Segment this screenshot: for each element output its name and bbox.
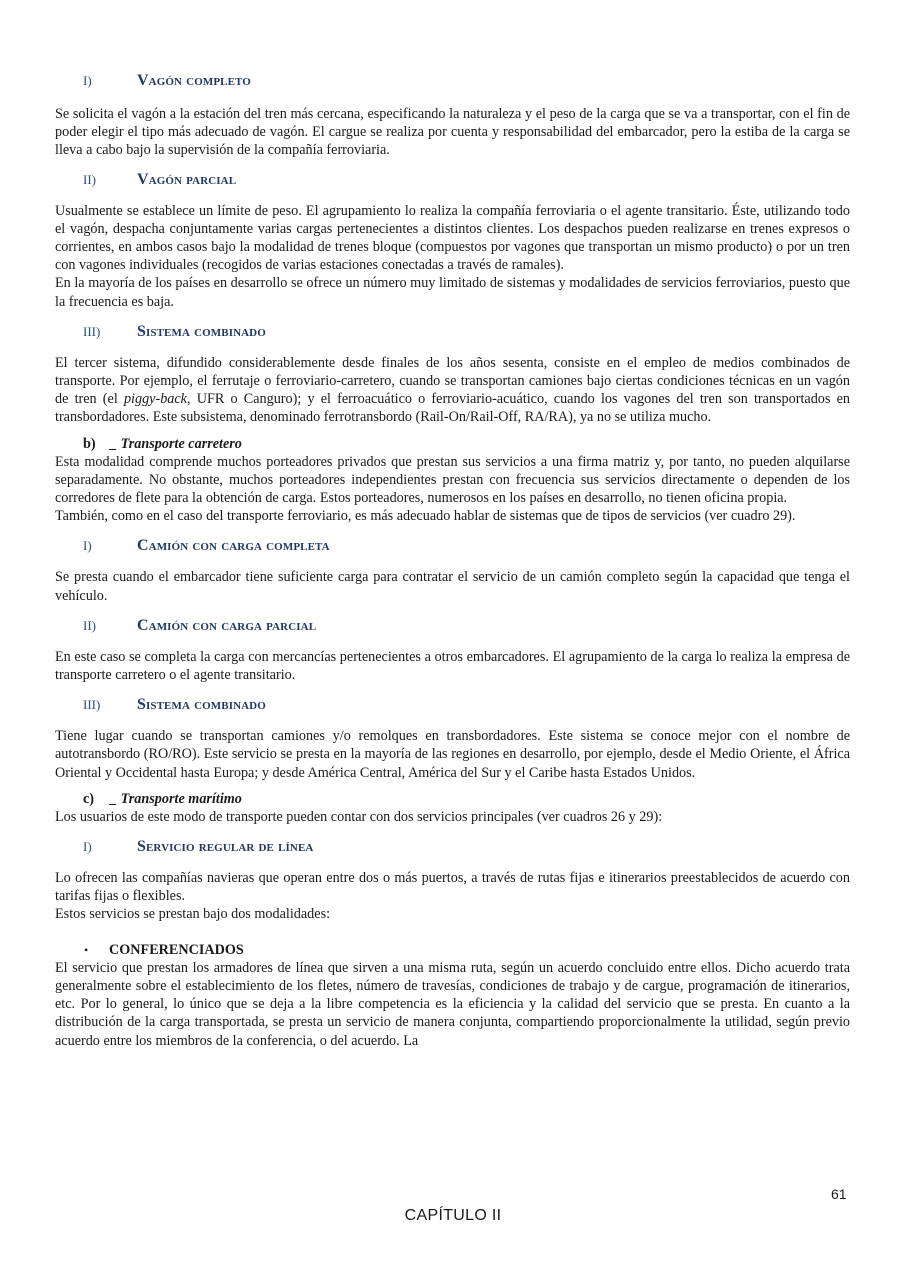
bullet-icon: • [84,942,89,957]
paragraph: En la mayoría de los países en desarrollo se ofrece un número muy limitado de sistemas y modalidades de servicios ferroviarios, puesto que la frecuencia es baja. [55,275,850,310]
paragraph: Tiene lugar cuando se transportan camiones y/o remolques en transbordadores. Este sistema se conoce mejor con el nombre de autotransbordo (RO/RO). Este servicio se presta en la mayoría de las regiones en desarrollo, por ejemplo, desde el Medio Oriente, el África Oriental y Occidental hasta Europa; y desde América Central, América del Sur y el Caribe hasta Estados Unidos. [55,728,850,781]
section-number: II) [83,171,96,187]
document-page [55,72,850,1050]
paragraph: Los usuarios de este modo de transporte pueden contar con dos servicios principales (ver cuadros 26 y 29): [55,808,663,825]
paragraph-text: El tercer sistema, difundido considerablemente desde finales de los años sesenta, consiste en el empleo de medios combinados de transporte. Por ejemplo, el ferrutaje o ferroviario-carretero, cuando se transportan camiones bajo ciertas condiciones técnicas en un vagón de tren (el [55,354,850,408]
paragraph: El servicio que prestan los armadores de línea que sirven a una misma ruta, según un acuerdo concluido entre ellos. Dicho acuerdo trata generalmente sobre el establecimiento de los fletes, número de travesías, condiciones de trabajo y de cargue, programación de itinerarios, etc. Por lo general, lo único que se deja a la libre competencia es la eficiencia y la calidad del servicio que se presta. En cuanto a la distribución de la carga transportada, se presta un servicio de manera conjunta, compartiendo proporcionalmente la utilidad, según previo acuerdo entre los miembros de la conferencia, o del acuerdo. La [55,959,850,1049]
subsection-title: _ Transporte carretero [110,435,242,452]
section-number: I) [83,538,92,554]
bullet-item [55,941,850,959]
paragraph: Lo ofrecen las compañías navieras que operan entre dos o más puertos, a través de rutas fijas e itinerarios preestablecidos de acuerdo con tarifas fijas o flexibles. [55,870,850,905]
paragraph: En este caso se completa la carga con mercancías pertenecientes a otros embarcadores. El agrupamiento de la carga lo realiza la empresa de transporte carretero o el agente transitario. [55,648,850,684]
paragraph-text: , UFR o Canguro); y el ferroacuático o ferroviario-acuático, cuando los vagones del tren son transportados en transbordadores. Este subsistema, denominado ferrotransbordo (Rail-On/Rail-Off, RA/RA), ya no se utiliza mucho. [55,391,850,426]
section-number: II) [83,617,96,633]
paragraph: También, como en el caso del transporte ferroviario, es más adecuado hablar de sistemas que de tipos de servicios (ver cuadro 29). [55,508,796,525]
paragraph: Usualmente se establece un límite de peso. El agrupamiento lo realiza la compañía ferroviaria o el agente transitario. Éste, utilizando todo el vagón, despacha conjuntamente varias cargas pertenecientes a distintos clientes. Los despachos pueden realizarse en trenes expresos o corrientes, en ambos casos bajo la modalidad de trenes bloque (compuestos por vagones que transportan un mismo producto) o por un tren con vagones individuales (recogidos de varias estaciones conectadas a través de ramales). [55,202,850,274]
section-title: Servicio regular de línea [137,838,314,856]
paragraph: Estos servicios se prestan bajo dos modalidades: [55,906,331,923]
section-title: Camión con carga completa [137,537,330,555]
section-number: I) [83,839,92,855]
section-title: Sistema combinado [137,322,266,340]
section-number: III) [83,697,101,713]
section-number: III) [83,323,101,339]
section-number: I) [83,73,92,88]
subsection-heading [55,790,850,808]
paragraph [55,354,850,427]
section-title: Camión con carga parcial [137,616,317,634]
section-heading [55,171,850,189]
subsection-heading [55,435,850,453]
section-heading [55,537,850,555]
paragraph: Se solicita el vagón a la estación del tren más cercana, especificando la naturaleza y el peso de la carga que se va a transportar, con el fin de poder elegir el tipo más adecuado de vagón. El cargue se realiza por cuenta y responsabilidad del embarcador, pero la estiba de la carga se lleva a cabo bajo la supervisión de la compañía ferroviaria. [55,106,850,159]
paragraph: Esta modalidad comprende muchos porteadores privados que prestan sus servicios a una firma matriz y, por tanto, no pueden alquilarse separadamente. No obstante, muchos porteadores independientes prestan con frecuencia sus servicios directamente o dependen de los corredores de flete para la obtención de carga. Estos porteadores, numerosos en los países en desarrollo, no tienen oficina propia. [55,453,850,507]
section-heading [55,696,850,714]
subsection-title: _ Transporte marítimo [110,790,242,807]
page-number: 61 [831,1186,847,1202]
paragraph: Se presta cuando el embarcador tiene suficiente carga para contratar el servicio de un camión completo según la capacidad que tenga el vehículo. [55,569,850,604]
bullet-title: CONFERENCIADOS [109,941,244,958]
section-heading [55,323,850,341]
emphasis-text: piggy-back [123,391,187,408]
section-title: Vagón parcial [137,170,237,188]
section-heading [55,838,850,856]
subsection-label: c) [83,790,95,807]
section-title: Vagón completo [137,72,251,89]
section-heading [55,72,850,90]
section-heading [55,617,850,635]
section-title: Sistema combinado [137,696,266,714]
subsection-label: b) [83,435,96,452]
chapter-footer: CAPÍTULO II [404,1207,502,1224]
